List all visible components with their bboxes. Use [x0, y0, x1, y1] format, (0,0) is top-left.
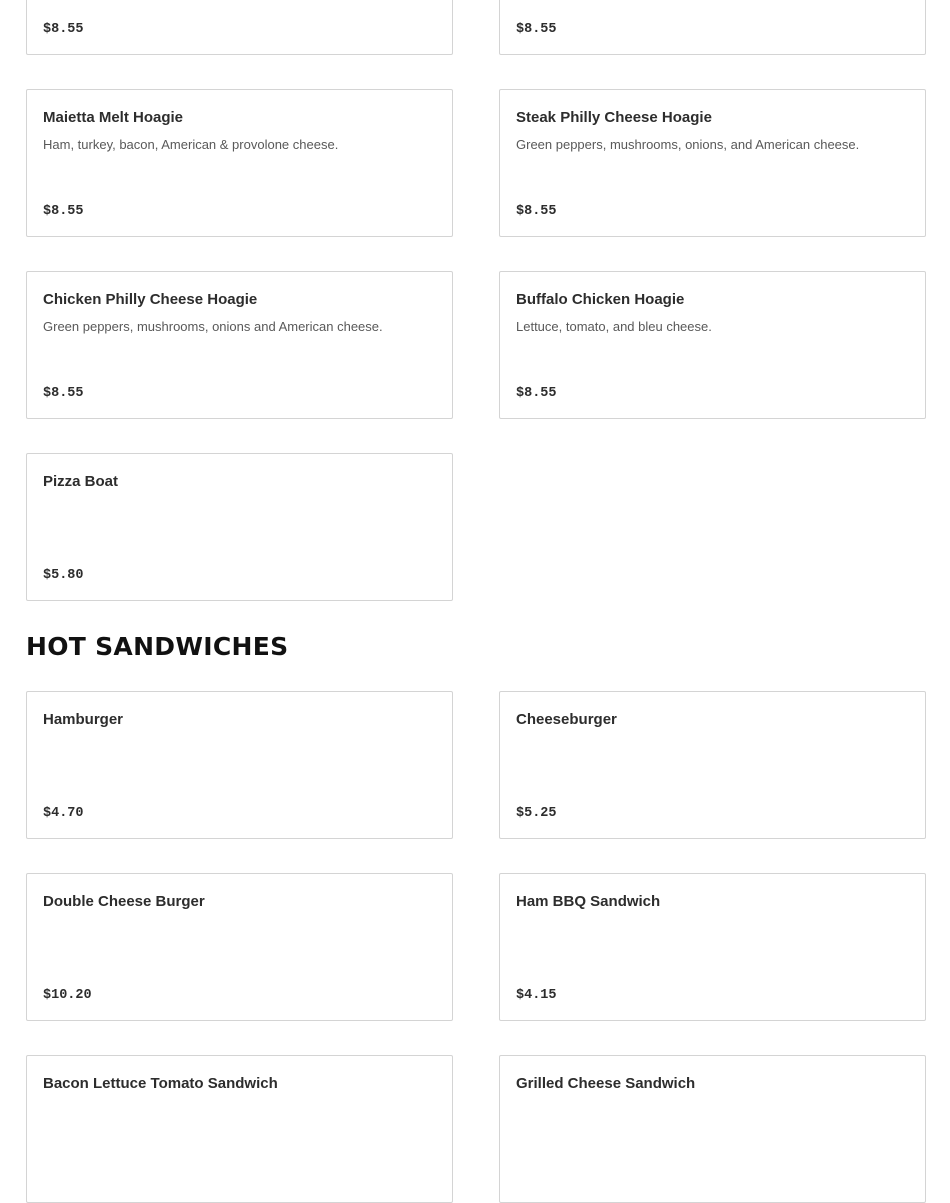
menu-item-description: Green peppers, mushrooms, onions and American cheese. [43, 319, 383, 334]
menu-item-name: Hamburger [43, 711, 124, 728]
menu-item-description: Ham, turkey, bacon, American & provolone cheese. [43, 137, 339, 152]
menu-item-card[interactable] [26, 1055, 453, 1203]
menu-item-name: Double Cheese Burger [43, 893, 205, 910]
menu-item-card[interactable] [26, 271, 453, 419]
menu-item-card[interactable] [26, 691, 453, 839]
menu-item-card[interactable] [499, 1055, 926, 1203]
menu-item-price: $8.55 [43, 22, 84, 37]
menu-item-name: Buffalo Chicken Hoagie [516, 291, 685, 308]
menu-item-name: Chicken Philly Cheese Hoagie [43, 291, 258, 308]
menu-item-price: $10.20 [43, 988, 92, 1003]
menu-item-price: $8.55 [516, 204, 557, 219]
menu-item-price: $5.80 [43, 568, 84, 583]
menu-item-card[interactable] [499, 271, 926, 419]
menu-item-price: $8.55 [43, 204, 84, 219]
menu-item-name: Pizza Boat [43, 473, 119, 490]
menu-item-name: Cheeseburger [516, 711, 617, 728]
menu-item-price: $8.55 [516, 22, 557, 37]
menu-item-price: $8.55 [516, 386, 557, 401]
menu-item-name: Steak Philly Cheese Hoagie [516, 109, 712, 126]
menu-item-price: $4.70 [43, 806, 84, 821]
menu-item-card[interactable] [26, 0, 453, 55]
section-title: HOT SANDWICHES [26, 632, 289, 661]
menu-item-name: Maietta Melt Hoagie [43, 109, 184, 126]
menu-item-card[interactable] [26, 453, 453, 601]
menu-item-card[interactable] [499, 89, 926, 237]
menu-item-price: $4.15 [516, 988, 557, 1003]
menu-item-description: Lettuce, tomato, and bleu cheese. [516, 319, 712, 334]
menu-item-card[interactable] [26, 89, 453, 237]
menu-item-name: Grilled Cheese Sandwich [516, 1075, 696, 1092]
menu-item-price: $5.25 [516, 806, 557, 821]
menu-item-name: Bacon Lettuce Tomato Sandwich [43, 1075, 278, 1092]
menu-item-card[interactable] [499, 691, 926, 839]
menu-item-card[interactable] [499, 0, 926, 55]
menu-item-name: Ham BBQ Sandwich [516, 893, 661, 910]
menu-item-card[interactable] [26, 873, 453, 1021]
menu-item-card[interactable] [499, 873, 926, 1021]
menu-item-price: $8.55 [43, 386, 84, 401]
menu-item-description: Green peppers, mushrooms, onions, and American cheese. [516, 137, 860, 152]
